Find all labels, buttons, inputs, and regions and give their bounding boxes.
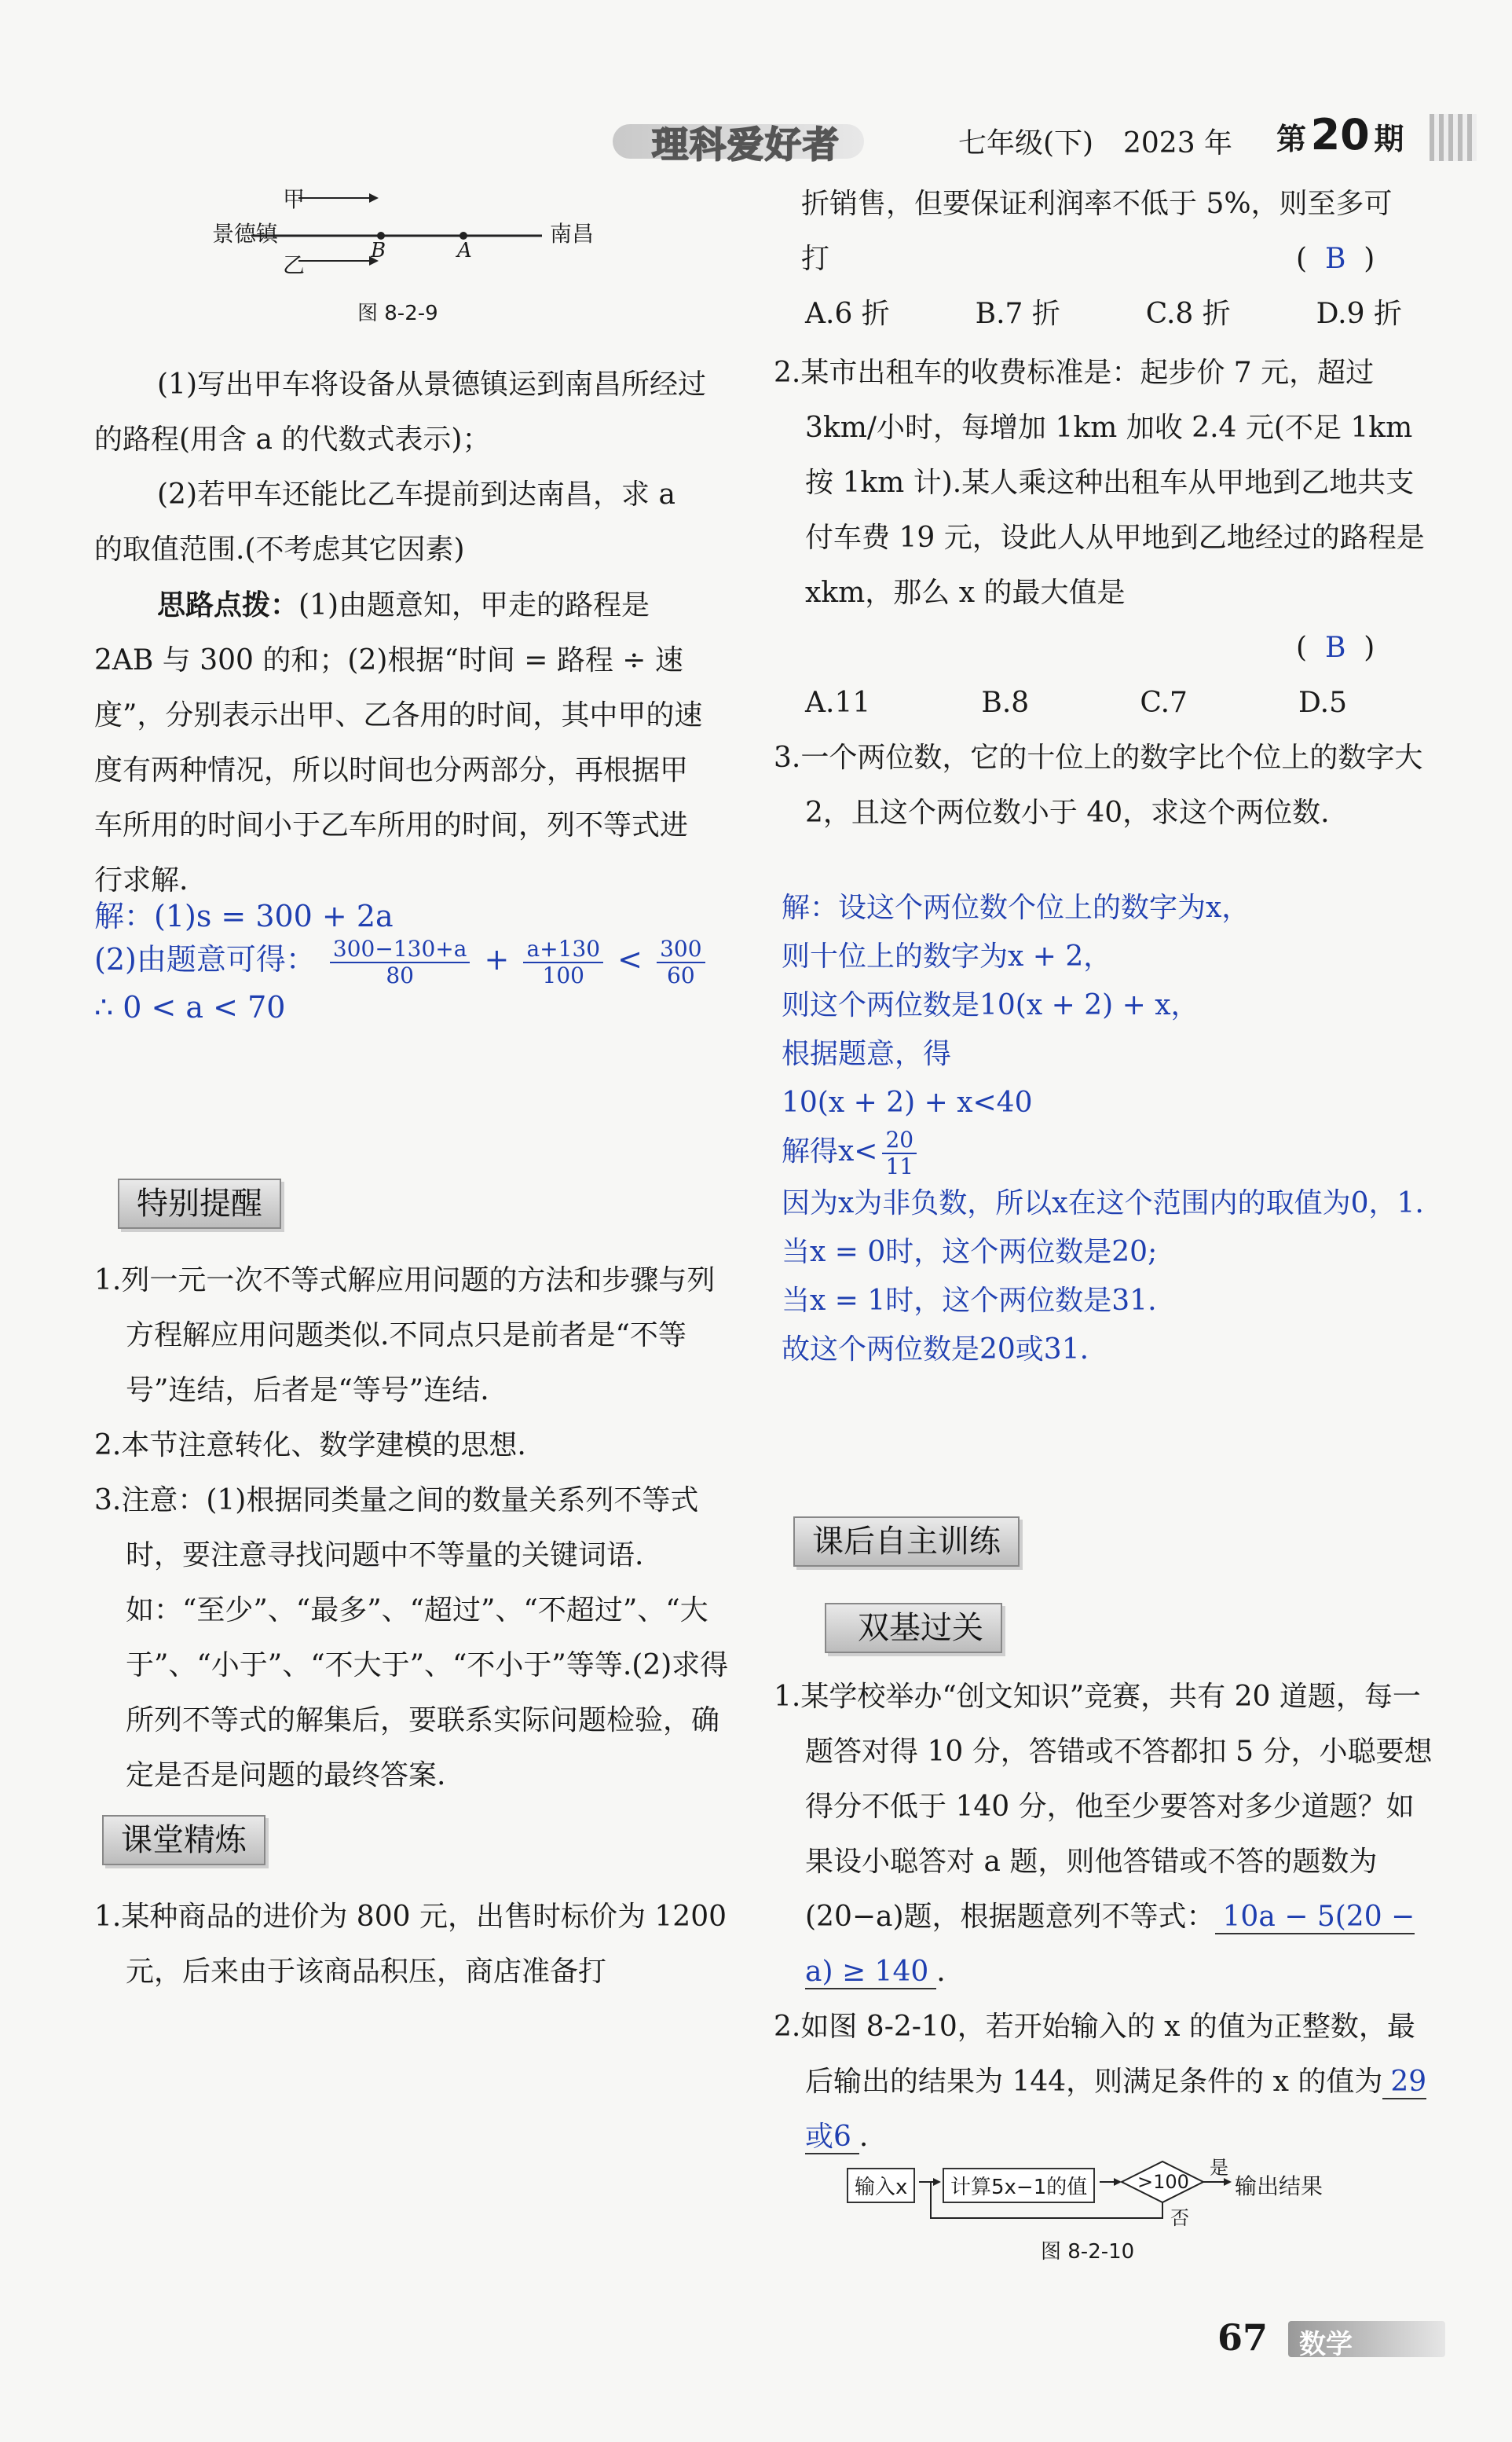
q1-options [805,287,1402,342]
practice-problem-2-text: 2.如图 8-2-10，若开始输入的 x 的值为正整数，最后输出的结果为 144，则满足条件的 x 的值为 [774,2011,1415,2098]
figure-caption: 图 8-2-9 [357,302,438,325]
fraction-1-den: 80 [386,962,414,988]
q2-answer: B [1324,632,1346,664]
practice-problem-1-text: 1.某学校举办“创文知识”竞赛，共有 20 道题，每一题答对得 10 分，答错或不答都扣 5 分，小聪要想得分不低于 140 分，他至少要答对多少道题？如果设小聪答对 a 题，则他答错或不答的题数为(20−a)题，根据题意列不等式： [774,1681,1433,1933]
subject-label: 数学 [1299,2329,1353,2360]
solution-solve-prefix: 解得x< [782,1135,878,1168]
year-label: 2023 年 [1123,127,1233,160]
solution-line-8: 当x = 0时，这个两位数是20; [782,1236,1158,1268]
label-jia: 甲 [283,186,306,212]
answer-line-1: 解：(1)s = 300 + 2a [94,899,394,933]
class-practice-heading: 课堂精炼 [102,1815,265,1865]
special-reminder-heading: 特别提醒 [118,1179,281,1229]
fraction-2-num: a+130 [523,937,603,963]
q2-option-a: A.11 [805,687,871,719]
fraction-3-num: 300 [657,937,705,963]
issue-prefix: 第 [1276,122,1307,156]
special-item-2: 2.本节注意转化、数学建模的思想. [94,1429,526,1461]
solution-line-4: 根据题意，得 [782,1038,952,1070]
q2-text: 2.某市出租车的收费标准是：起步价 7 元，超过 3km/小时，每增加 1km 加收 2.4 元(不足 1km 按 1km 计).某人乘这种出租车从甲地到乙地共支付车费 19 元，设此人从甲地到乙地经过的路程是 xkm，那么 x 的最大值是 [774,357,1425,609]
answer-line-2-prefix: (2)由题意可得： [94,942,316,977]
solution-line-3: 则这个两位数是10(x + 2) + x， [782,989,1199,1021]
hint-body: (1)由题意知，甲走的路程是 2AB 与 300 的和；(2)根据“时间 = 路程 ÷ 速度”，分别表示出甲、乙各用的时间，其中甲的速度有两种情况，所以时间也分两部分，再根据甲车所用的时间小于乙车所用的时间，列不等式进行求解. [94,589,703,896]
q1-option-d: D.9 折 [1316,298,1402,330]
flowchart-8-2-10 [840,2157,1375,2275]
flow-yes: 是 [1210,2157,1228,2179]
solution-fraction-den: 11 [885,1153,914,1179]
fraction-2-den: 100 [542,962,584,988]
hint-title: 思路点拨： [157,588,299,622]
q2-options [805,676,1347,731]
fraction-3-den: 60 [667,962,695,988]
q1-answer: B [1324,243,1346,275]
q2-answer-bracket: ( B ) [1296,632,1375,664]
header-stripes [1430,114,1477,161]
q2-option-c: C.7 [1140,687,1188,719]
flow-condition: >100 [1137,2171,1189,2193]
grade-label: 七年级(下) [958,127,1094,160]
less-than-sign: < [617,942,643,977]
q2-option-b: B.8 [981,687,1030,719]
answer-line-3: ∴ 0 < a < 70 [94,990,286,1025]
q1-option-a: A.6 折 [805,298,890,330]
issue-number: 20 [1310,110,1370,160]
q1-answer-bracket: ( B ) [1296,243,1375,275]
label-jingdezhen: 景德镇 [212,221,279,247]
practice-problem-1-answer: 10a − 5(20 − a) ≥ 140 [805,1901,1415,1988]
fraction-1 [330,937,470,988]
flow-input-box: 输入x [847,2168,915,2203]
q1-continued: 折销售，但要保证利润率不低于 5%，则至多可打 [801,188,1393,275]
label-yi: 乙 [283,252,306,278]
page-footer [1210,2310,1469,2373]
solution-fraction [882,1128,917,1179]
solution-line-5: 10(x + 2) + x<40 [782,1087,1033,1119]
solution-block [782,884,1504,1374]
practice-problem-1: 1.某学校举办“创文知识”竞赛，共有 20 道题，每一题答对得 10 分，答错或不答都扣 5 分，小聪要想得分不低于 140 分，他至少要答对多少道题？如果设小聪答对 a 题，则他答错或不答的题数为(20−a)题，根据题意列不等式： 10a − 5(20 − a) ≥ 140 . [774,1681,1433,1988]
flow-no: 否 [1170,2207,1189,2229]
fraction-2 [523,937,603,988]
label-b: B [371,239,386,262]
special-item-3: 3.注意：(1)根据同类量之间的数量关系列不等式时，要注意寻找问题中不等量的关键词语.如：“至少”、“最多”、“超过”、“不超过”、“大于”、“小于”、“不大于”、“不小于”等等.(2)求得所列不等式的解集后，要联系实际问题检验，确定是否是问题的最终答案. [94,1484,729,1791]
solution-line-1: 解：设这个两位数个位上的数字为x， [782,892,1250,924]
magazine-title: 理科爱好者 [652,123,840,166]
label-a: A [457,239,472,262]
q2-option-d: D.5 [1298,687,1347,719]
q3-text: 3.一个两位数，它的十位上的数字比个位上的数字大 2，且这个两位数小于 40，求这个两位数. [774,742,1423,829]
practice-problem-2-answer: 29或6 [805,2066,1427,2153]
solution-line-6 [782,1128,1504,1179]
page-header [613,110,1477,165]
solution-line-7: 因为x为非负数，所以x在这个范围内的取值为0，1. [782,1187,1424,1219]
special-item-1: 1.列一元一次不等式解应用问题的方法和步骤与列方程解应用问题类似.不同点只是前者是“不等号”连结，后者是“等号”连结. [94,1264,716,1406]
q1-option-b: B.7 折 [975,298,1060,330]
flow-output: 输出结果 [1235,2173,1323,2199]
issue-suffix: 期 [1374,122,1404,156]
figure-8-2-9 [189,181,628,330]
class-question-1: 1.某种商品的进价为 800 元，出售时标价为 1200 元，后来由于该商品积压，商店准备打 [94,1901,727,1988]
solution-line-9: 当x = 1时，这个两位数是31. [782,1285,1157,1317]
fraction-1-num: 300−130+a [330,937,470,963]
fraction-3 [657,937,705,988]
flow-compute-box: 计算5x−1的值 [943,2168,1095,2203]
question-part-1: (1)写出甲车将设备从景德镇运到南昌所经过的路程(用含 a 的代数式表示)； [94,368,706,456]
solution-line-10: 故这个两位数是20或31. [782,1333,1089,1366]
page-number: 67 [1217,2316,1269,2359]
plus-sign: + [484,942,510,977]
q1-option-c: C.8 折 [1145,298,1231,330]
subject-badge [1288,2321,1445,2360]
label-nanchang: 南昌 [550,221,595,247]
solution-line-2: 则十位上的数字为x + 2， [782,940,1112,973]
hint-paragraph [94,578,707,908]
after-class-heading: 课后自主训练 [793,1516,1020,1567]
answer-line-2 [94,935,710,988]
question-part-2: (2)若甲车还能比乙车提前到达南昌，求 a 的取值范围.(不考虑其它因素) [94,478,675,566]
solution-fraction-num: 20 [882,1128,917,1154]
flowchart-caption: 图 8-2-10 [1041,2240,1135,2264]
practice-problem-2: 2.如图 8-2-10，若开始输入的 x 的值为正整数，最后输出的结果为 144，则满足条件的 x 的值为 29或6 . [774,2011,1427,2153]
issue-label [1276,110,1404,160]
double-basics-heading: 双基过关 [825,1603,1002,1653]
